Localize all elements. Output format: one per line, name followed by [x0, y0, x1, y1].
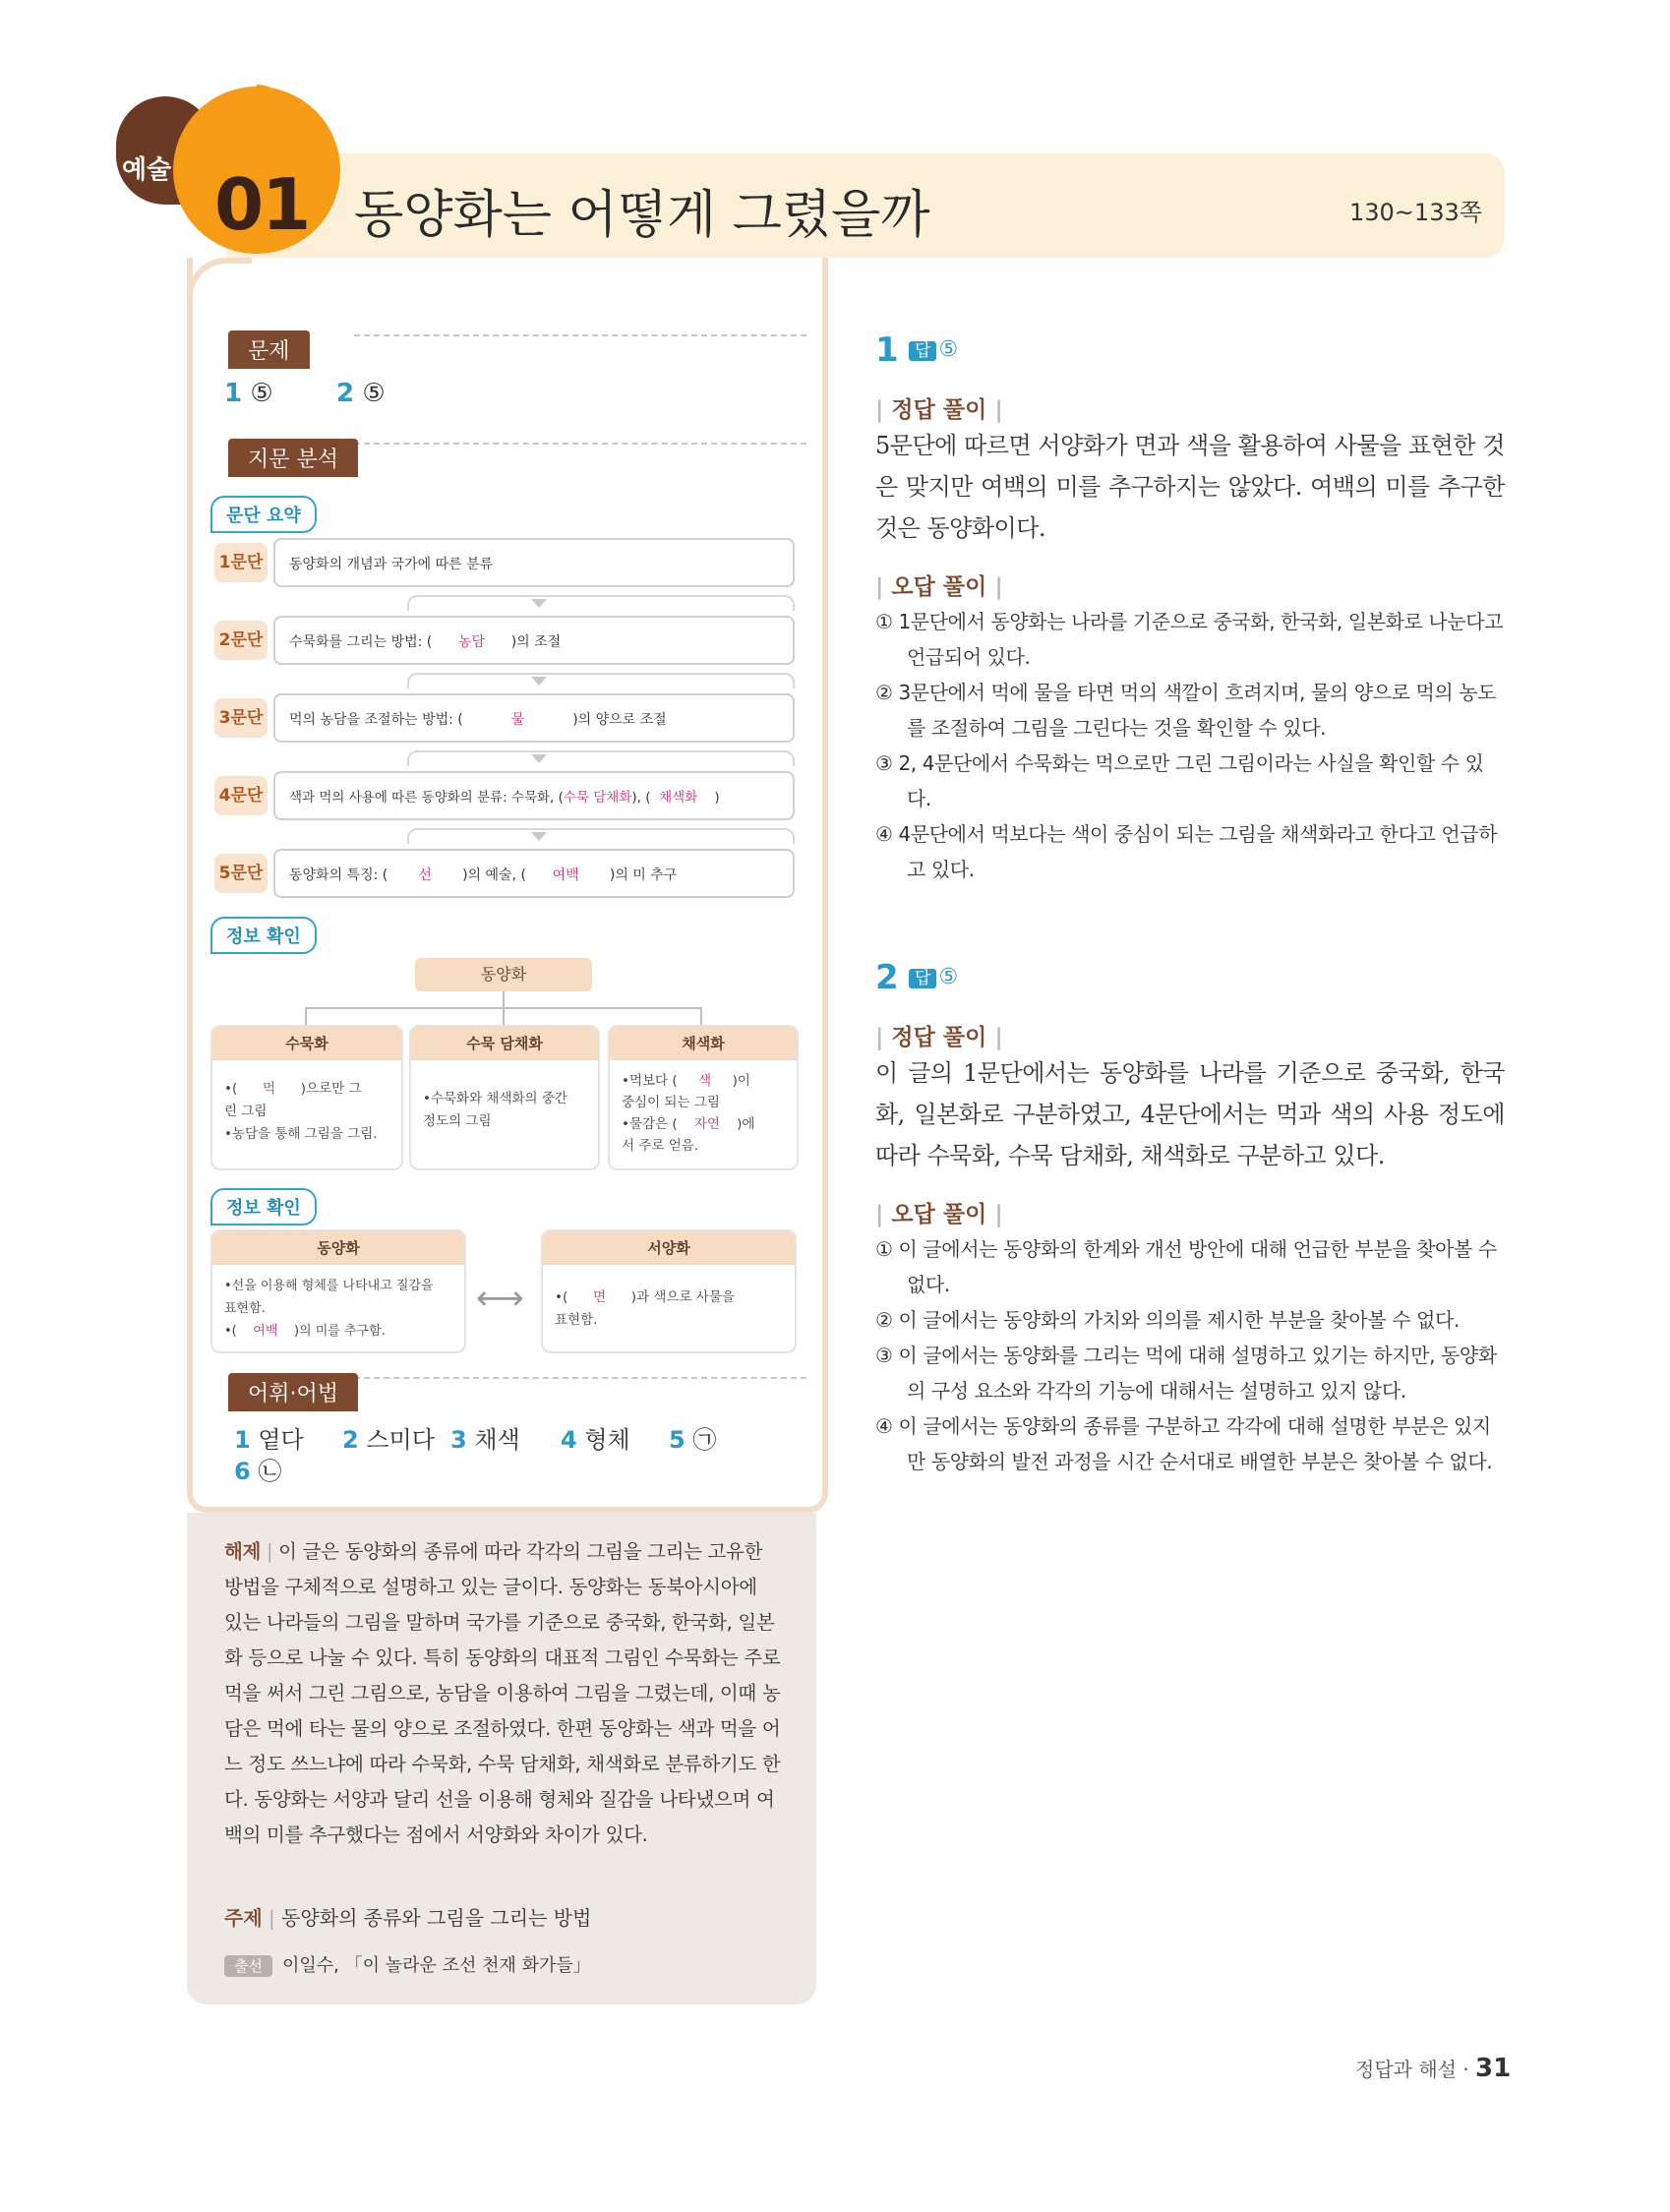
q1-wrong-heading: | 오답 풀이 | — [875, 574, 1003, 600]
summary-row: 동양화의 개념과 국가에 따른 분류 — [273, 538, 795, 587]
q2-wrong-list — [875, 1231, 1505, 1479]
card-damchaehwa: 수묵 담채화 •수묵화와 채색화의 중간 정도의 그림 — [409, 1025, 600, 1170]
flow-connector — [407, 595, 795, 611]
q2-correct-text: 이 글의 1문단에서는 동양화를 나라를 기준으로 중국화, 한국화, 일본화로 구분하였고, 4문단에서는 먹과 색의 사용 정도에 따라 수묵화, 수묵 담채화, 채색화로 구분하고 있다. — [875, 1059, 1505, 1169]
q1-number: 1 — [875, 330, 899, 370]
wrong-item: ① 이 글에서는 동양화의 한계와 개선 방안에 대해 언급한 부분을 찾아볼 수 없다. — [875, 1237, 1497, 1296]
divider — [354, 334, 806, 336]
vocab-3: 3 채색 — [450, 1426, 520, 1454]
summary-row: 색과 먹의 사용에 따른 동양화의 분류: 수묵화, (수묵 담채화), ( 채색화 ) — [273, 771, 795, 820]
flow-connector — [407, 673, 795, 688]
q2-answer: 답 ⑤ — [909, 964, 958, 989]
para-label: 1문단 — [214, 543, 268, 582]
wrong-item: ① 1문단에서 동양화는 나라를 기준으로 중국화, 한국화, 일본화로 나눈다고 언급되어 있다. — [875, 610, 1504, 669]
arrow-down-icon — [531, 832, 547, 841]
info-bubble: 정보 확인 — [210, 917, 317, 954]
tree-line — [700, 1007, 702, 1027]
card-east: 동양화 •선을 이용해 형체를 나타내고 질감을 표현함. •( 여백 )의 미를 추구함. — [210, 1229, 466, 1353]
wrong-item: ④ 이 글에서는 동양화의 종류를 구분하고 각각에 대해 설명한 부분은 있지만 동양화의 발전 과정을 시간 순서대로 배열한 부분은 찾아볼 수 없다. — [875, 1414, 1493, 1473]
wrong-item: ② 3문단에서 먹에 물을 타면 먹의 색깔이 흐려지며, 물의 양으로 먹의 농도를 조절하여 그림을 그린다는 것을 확인할 수 있다. — [875, 681, 1497, 740]
vocab-4: 4 형체 — [561, 1426, 630, 1454]
page-title: 동양화는 어떻게 그렸을까 — [354, 186, 930, 245]
vocab-5: 5 ㉠ — [669, 1426, 717, 1454]
vocab-6: 6 ㉡ — [234, 1458, 282, 1485]
subject-label: 예술 — [122, 155, 172, 185]
divider — [354, 443, 806, 445]
q1-correct-text: 5문단에 따르면 서양화가 면과 색을 활용하여 사물을 표현한 것은 맞지만 여백의 미를 추구하지는 않았다. 여백의 미를 추구한 것은 동양화이다. — [875, 432, 1505, 542]
vocab-1: 1 옅다 — [234, 1426, 304, 1454]
unit-number: 01 — [214, 163, 310, 246]
answer-2: 2 ⑤ — [336, 379, 386, 408]
divider — [354, 1377, 806, 1379]
q2-number: 2 — [875, 958, 899, 997]
card-west: 서양화 •( 면 )과 색으로 사물을 표현함. — [541, 1229, 797, 1353]
tree-line — [305, 1007, 307, 1027]
q2-correct-heading: | 정답 풀이 | — [875, 1025, 1003, 1050]
flow-connector — [407, 828, 795, 844]
arrow-down-icon — [531, 754, 547, 763]
vocab-2: 2 스미다 — [342, 1426, 435, 1454]
theme-text: 주제 | 동양화의 종류와 그림을 그리는 방법 — [224, 1906, 592, 1930]
answer-1: 1 ⑤ — [224, 379, 273, 408]
wrong-item: ③ 이 글에서는 동양화를 그리는 먹에 대해 설명하고 있기는 하지만, 동양화의 구성 요소와 각각의 기능에 대해서는 설명하고 있지 않다. — [875, 1344, 1497, 1403]
summary-bubble: 문단 요약 — [210, 496, 317, 533]
wrong-item: ② 이 글에서는 동양화의 가치와 의의를 제시한 부분을 찾아볼 수 없다. — [875, 1308, 1460, 1332]
page-range: 130~133쪽 — [1349, 199, 1482, 226]
summary-row: 먹의 농담을 조절하는 방법: ( 물 )의 양으로 조절 — [273, 693, 795, 743]
card-chaesaekhwa: 채색화 •먹보다 ( 색 )이 중심이 되는 그림 •물감은 ( 자연 )에 서 주로 얻음. — [608, 1025, 799, 1170]
problem-tag: 문제 — [228, 330, 310, 369]
arrow-down-icon — [531, 599, 547, 608]
para-label: 2문단 — [214, 621, 268, 660]
q1-correct-heading: | 정답 풀이 | — [875, 397, 1003, 423]
info-bubble: 정보 확인 — [210, 1188, 317, 1226]
tree-line — [503, 991, 505, 1007]
para-label: 5문단 — [214, 854, 268, 893]
summary-row: 동양화의 특징: ( 선 )의 예술, ( 여백 )의 미 추구 — [273, 849, 795, 898]
summary-row: 수묵화를 그리는 방법: ( 농담 )의 조절 — [273, 616, 795, 665]
explanation-text: 해제 | 이 글은 동양화의 종류에 따라 각각의 그림을 그리는 고유한 방법을 구체적으로 설명하고 있는 글이다. 동양화는 동북아시아에 있는 나라들의 그림을 말하며 국가를 기준으로 중국화, 한국화, 일본화 등으로 나눌 수 있다. 특히 동양화의 대표적 그림인 수묵화는 주로 먹을 써서 그린 그림으로, 농담을 이용하여 그림을 그렸는데, 이때 농담은 먹에 타는 물의 양으로 조절하였다. 한편 동양화는 색과 먹을 어느 정도 쓰느냐에 따라 수묵화, 수묵 담채화, 채색화로 분류하기도 한다. 동양화는 서양과 달리 선을 이용해 형체와 질감을 나타냈으며 여백의 미를 추구했다는 점에서 서양화와 차이가 있다. — [224, 1540, 781, 1846]
para-label: 4문단 — [214, 776, 268, 815]
page-number: 31 — [1475, 2054, 1512, 2083]
para-label: 3문단 — [214, 698, 268, 738]
card-sumukhwa: 수묵화 •( 먹 )으로만 그 린 그림 •농담을 통해 그림을 그림. — [210, 1025, 403, 1170]
q2-wrong-heading: | 오답 풀이 | — [875, 1202, 1003, 1227]
page-footer: 정답과 해설 · 31 — [1355, 2054, 1512, 2083]
vocab-tag: 어휘·어법 — [228, 1373, 358, 1411]
tree-line — [503, 1007, 505, 1027]
q1-answer: 답 ⑤ — [909, 336, 958, 362]
q1-wrong-list — [875, 604, 1505, 887]
arrow-down-icon — [531, 677, 547, 686]
tree-root: 동양화 — [415, 958, 592, 991]
analysis-tag: 지문 분석 — [228, 439, 358, 477]
wrong-item: ③ 2, 4문단에서 수묵화는 먹으로만 그린 그림이라는 사실을 확인할 수 있다. — [875, 751, 1484, 810]
flow-connector — [407, 750, 795, 766]
double-arrow-icon: ⟷ — [476, 1279, 524, 1318]
source-text: 출선 이일수, 「이 놀라운 조선 천재 화가들」 — [224, 1951, 591, 1977]
wrong-item: ④ 4문단에서 먹보다는 색이 중심이 되는 그림을 채색화라고 한다고 언급하고 있다. — [875, 822, 1498, 881]
